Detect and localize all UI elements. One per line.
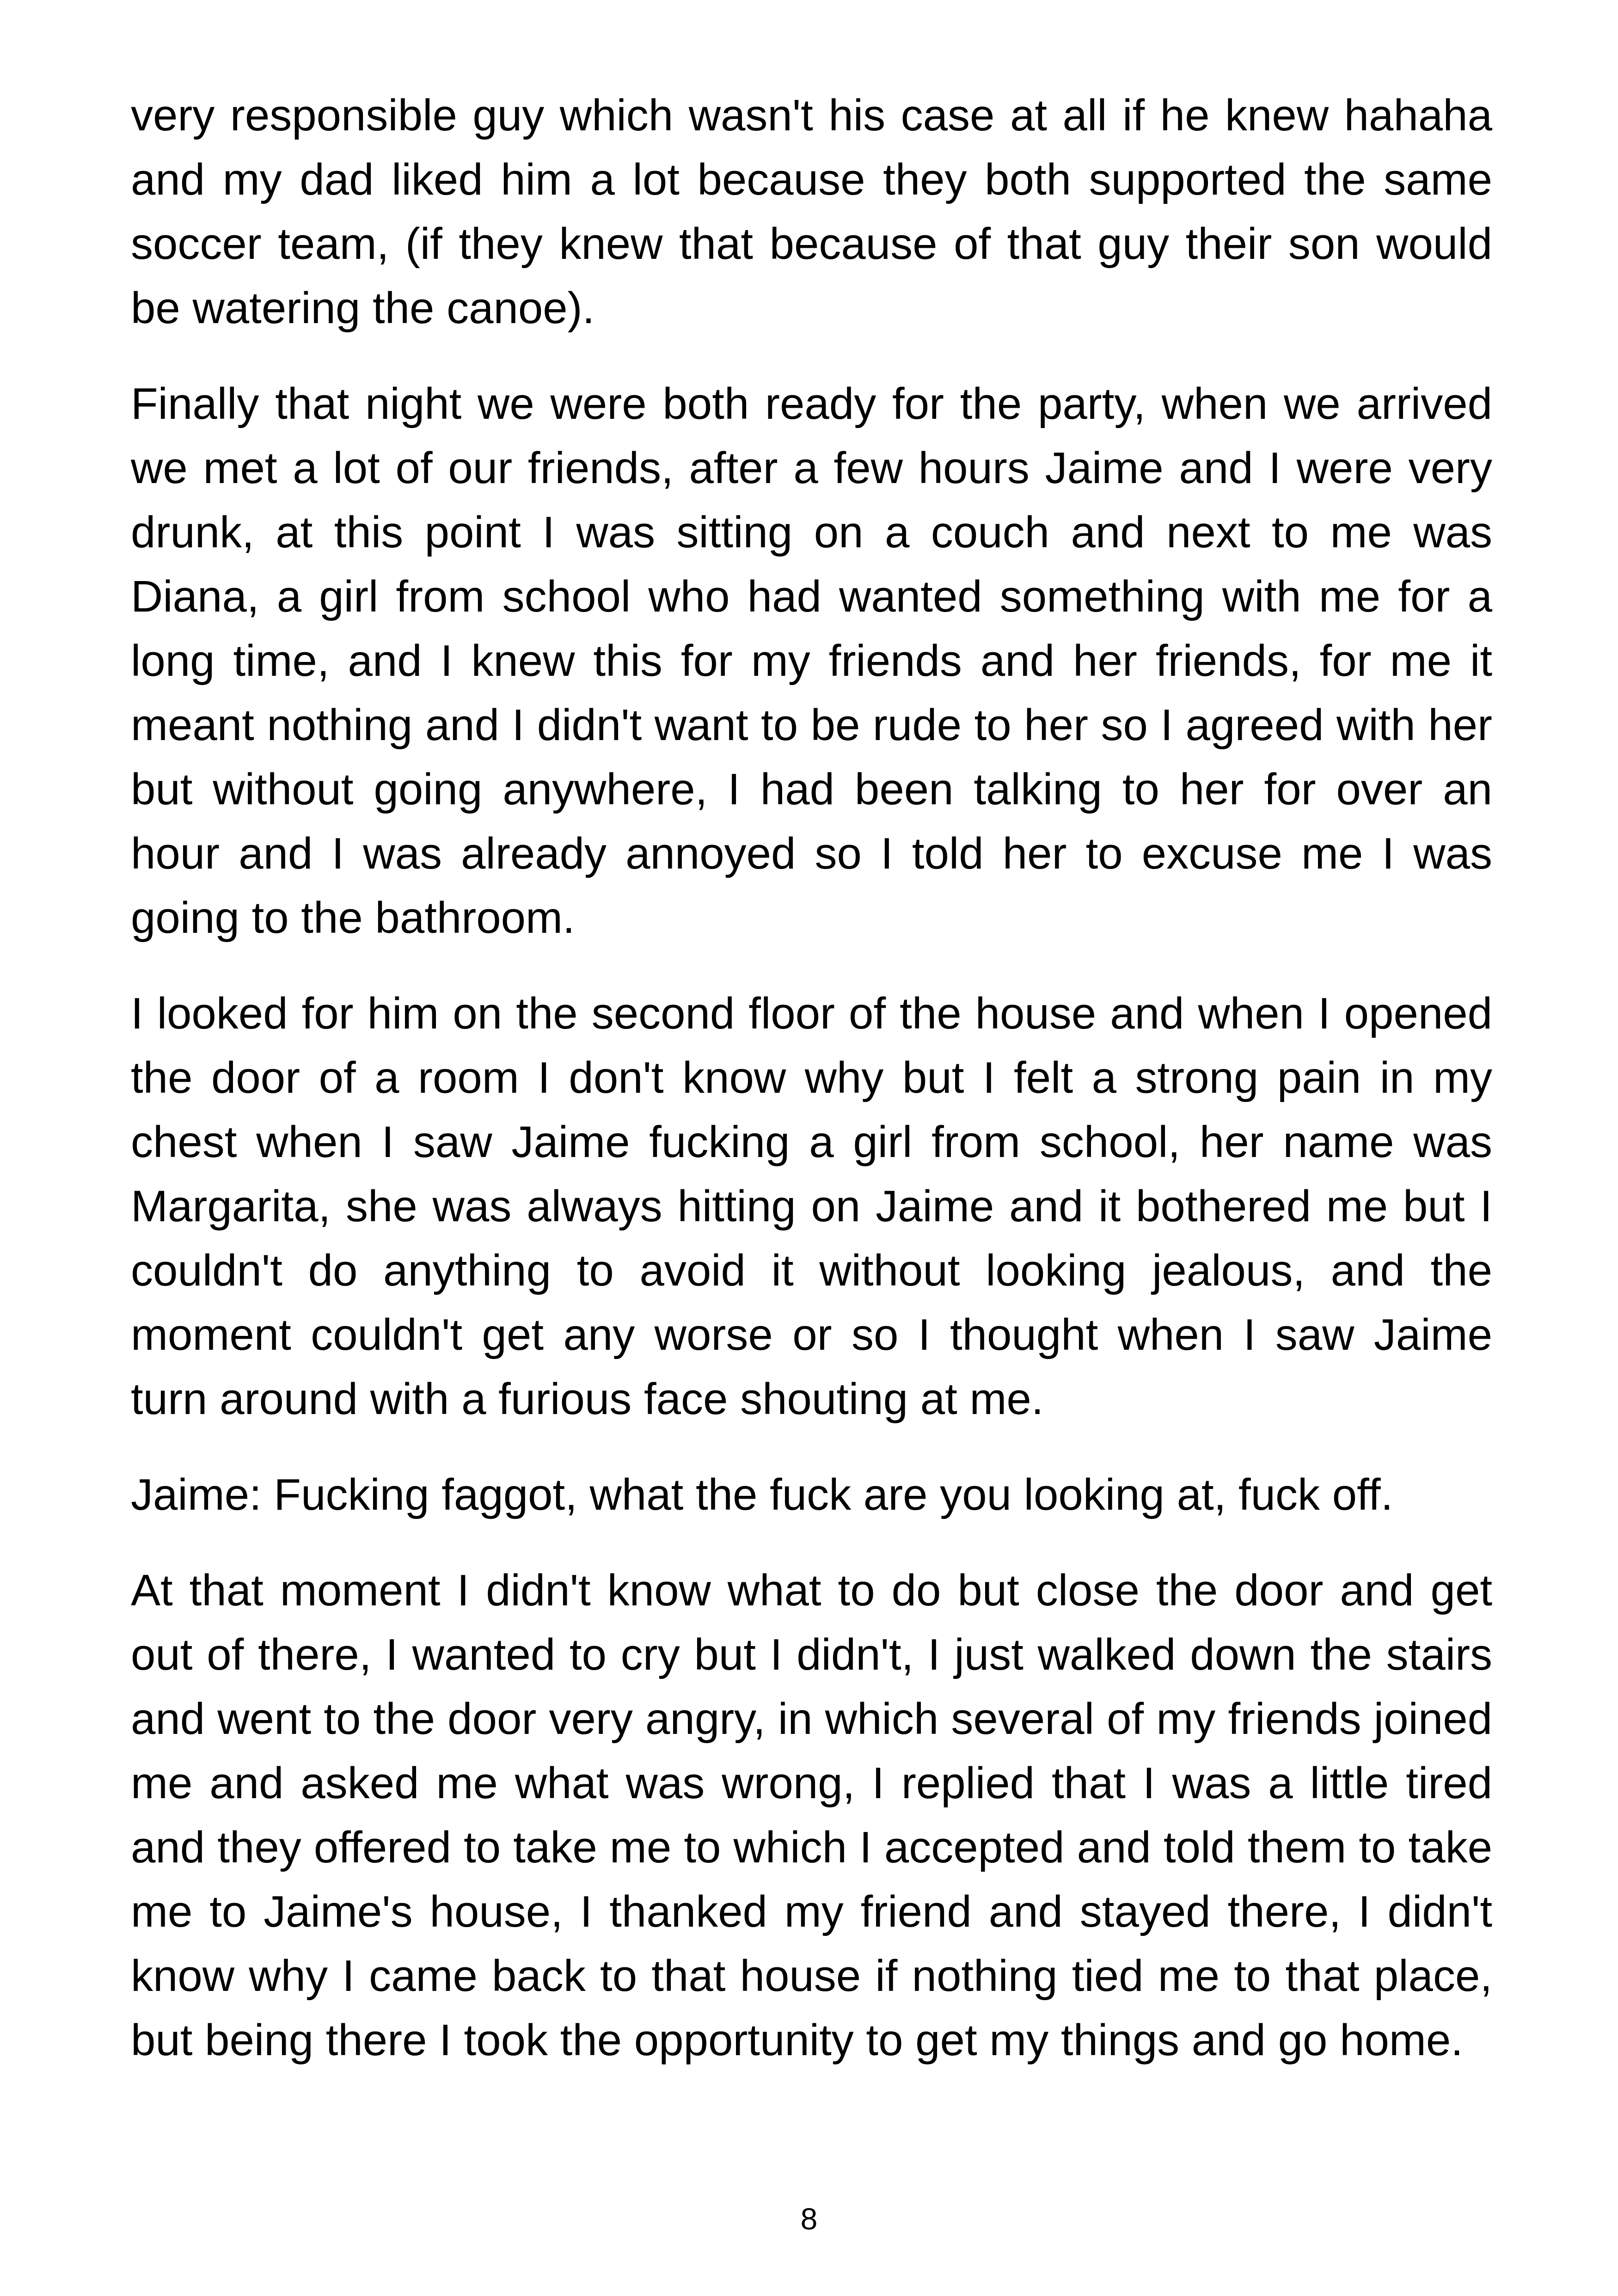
paragraph-3: I looked for him on the second floor of the house and when I opened the door of a room I don't know why but I felt a strong pain in my chest when I saw Jaime fucking a girl from school, her name was Margarita, she was always hitting on Jaime and it bothered me but I couldn't do anything to avoid it without looking jealous, and the moment couldn't get any worse or so I thought when I saw Jaime turn around with a furious face shouting at me. [131, 989, 1492, 1424]
body-text [131, 83, 1492, 2104]
paragraph-4: Jaime: Fucking faggot, what the fuck are you looking at, fuck off. [131, 1470, 1393, 1519]
paragraph-5: At that moment I didn't know what to do but close the door and get out of there, I wanted to cry but I didn't, I just walked down the stairs and went to the door very angry, in which several of my friends joined me and asked me what was wrong, I replied that I was a little tired and they offered to take me to which I accepted and told them to take me to Jaime's house, I thanked my friend and stayed there, I didn't know why I came back to that house if nothing tied me to that place, but being there I took the opportunity to get my things and go home. [131, 1566, 1492, 2065]
paragraph-2: Finally that night we were both ready for the party, when we arrived we met a lot of our friends, after a few hours Jaime and I were very drunk, at this point I was sitting on a couch and next to me was Diana, a girl from school who had wanted something with me for a long time, and I knew this for my friends and her friends, for me it meant nothing and I didn't want to be rude to her so I agreed with her but without going anywhere, I had been talking to her for over an hour and I was already annoyed so I told her to excuse me I was going to the bathroom. [131, 379, 1492, 943]
paragraph-1: very responsible guy which wasn't his case at all if he knew hahaha and my dad liked him a lot because they both supported the same soccer team, (if they knew that because of that guy their son would be watering the canoe). [131, 91, 1492, 333]
page-number: 8 [800, 2202, 818, 2236]
